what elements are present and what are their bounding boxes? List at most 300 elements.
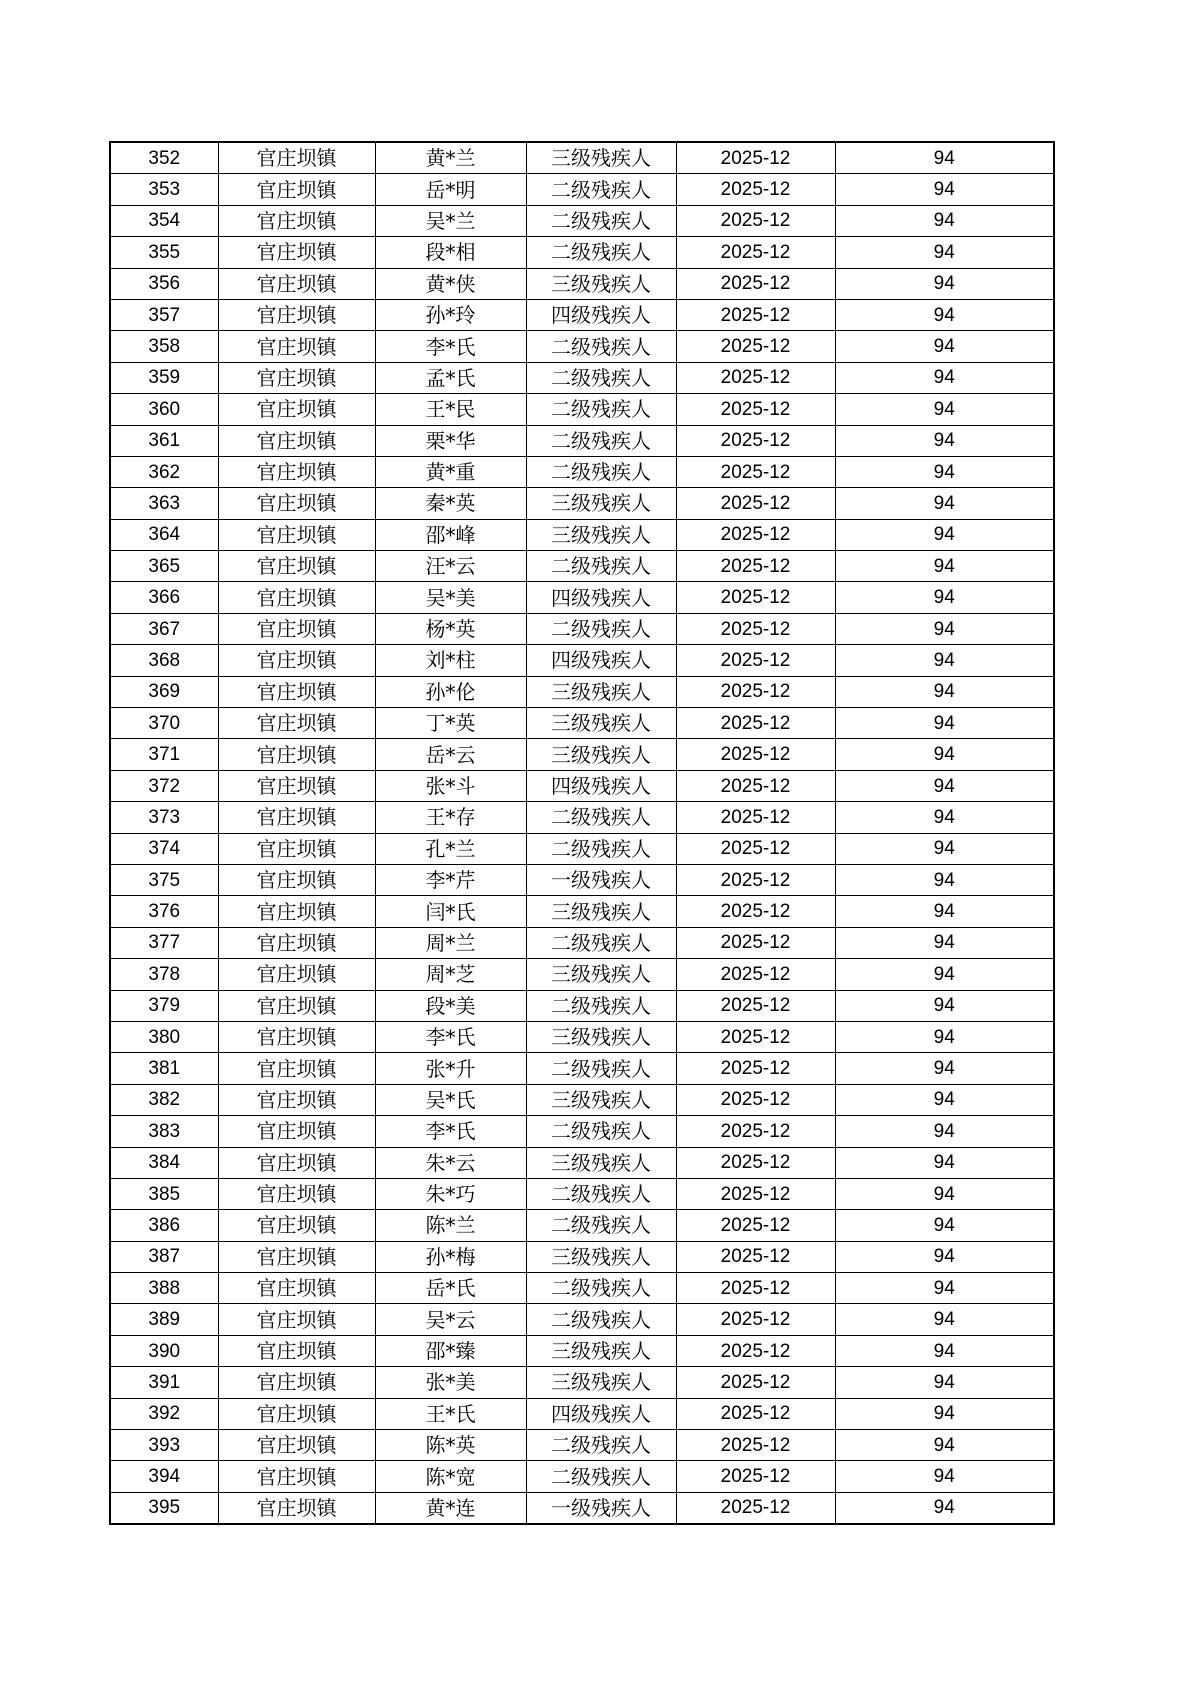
payment-period-cell: 2025-12 — [676, 676, 835, 707]
town-cell: 官庄坝镇 — [218, 456, 375, 487]
disability-level-cell: 二级残疾人 — [526, 174, 676, 205]
person-name-cell: 孙*玲 — [375, 299, 526, 330]
town-cell: 官庄坝镇 — [218, 1053, 375, 1084]
town-cell: 官庄坝镇 — [218, 833, 375, 864]
row-number-cell: 374 — [110, 833, 218, 864]
table-row — [110, 645, 1054, 676]
disability-level-cell: 三级残疾人 — [526, 1084, 676, 1115]
table-row — [110, 959, 1054, 990]
person-name-cell: 陈*英 — [375, 1430, 526, 1461]
town-cell: 官庄坝镇 — [218, 142, 375, 174]
payment-period-cell: 2025-12 — [676, 331, 835, 362]
payment-period-cell: 2025-12 — [676, 394, 835, 425]
amount-cell: 94 — [835, 645, 1054, 676]
disability-level-cell: 二级残疾人 — [526, 551, 676, 582]
row-number-cell: 376 — [110, 896, 218, 927]
table-row — [110, 1147, 1054, 1178]
payment-period-cell: 2025-12 — [676, 708, 835, 739]
disability-level-cell: 三级残疾人 — [526, 896, 676, 927]
table-row — [110, 331, 1054, 362]
table-row — [110, 237, 1054, 268]
payment-period-cell: 2025-12 — [676, 142, 835, 174]
table-row — [110, 864, 1054, 895]
disability-level-cell: 二级残疾人 — [526, 613, 676, 644]
payment-period-cell: 2025-12 — [676, 1367, 835, 1398]
disability-level-cell: 二级残疾人 — [526, 990, 676, 1021]
table-row — [110, 362, 1054, 393]
amount-cell: 94 — [835, 1053, 1054, 1084]
table-row — [110, 1398, 1054, 1429]
amount-cell: 94 — [835, 142, 1054, 174]
row-number-cell: 378 — [110, 959, 218, 990]
payment-period-cell: 2025-12 — [676, 1084, 835, 1115]
town-cell: 官庄坝镇 — [218, 708, 375, 739]
payment-period-cell: 2025-12 — [676, 1430, 835, 1461]
payment-period-cell: 2025-12 — [676, 1147, 835, 1178]
disability-level-cell: 二级残疾人 — [526, 1273, 676, 1304]
amount-cell: 94 — [835, 425, 1054, 456]
town-cell: 官庄坝镇 — [218, 237, 375, 268]
amount-cell: 94 — [835, 676, 1054, 707]
payment-period-cell: 2025-12 — [676, 864, 835, 895]
payment-period-cell: 2025-12 — [676, 237, 835, 268]
amount-cell: 94 — [835, 1021, 1054, 1052]
town-cell: 官庄坝镇 — [218, 676, 375, 707]
disability-level-cell: 四级残疾人 — [526, 1398, 676, 1429]
town-cell: 官庄坝镇 — [218, 1398, 375, 1429]
disability-level-cell: 三级残疾人 — [526, 1335, 676, 1366]
table-row — [110, 1021, 1054, 1052]
person-name-cell: 李*氏 — [375, 1021, 526, 1052]
disability-level-cell: 二级残疾人 — [526, 1178, 676, 1209]
payment-period-cell: 2025-12 — [676, 362, 835, 393]
amount-cell: 94 — [835, 1273, 1054, 1304]
amount-cell: 94 — [835, 205, 1054, 236]
payment-period-cell: 2025-12 — [676, 1053, 835, 1084]
person-name-cell: 张*美 — [375, 1367, 526, 1398]
disability-level-cell: 二级残疾人 — [526, 1461, 676, 1492]
table-row — [110, 268, 1054, 299]
row-number-cell: 379 — [110, 990, 218, 1021]
disability-level-cell: 二级残疾人 — [526, 1210, 676, 1241]
town-cell: 官庄坝镇 — [218, 864, 375, 895]
disability-level-cell: 二级残疾人 — [526, 456, 676, 487]
town-cell: 官庄坝镇 — [218, 1273, 375, 1304]
amount-cell: 94 — [835, 770, 1054, 801]
amount-cell: 94 — [835, 519, 1054, 550]
payment-period-cell: 2025-12 — [676, 990, 835, 1021]
payment-period-cell: 2025-12 — [676, 613, 835, 644]
amount-cell: 94 — [835, 1430, 1054, 1461]
disability-level-cell: 二级残疾人 — [526, 1304, 676, 1335]
town-cell: 官庄坝镇 — [218, 802, 375, 833]
payment-period-cell: 2025-12 — [676, 268, 835, 299]
disability-level-cell: 一级残疾人 — [526, 1492, 676, 1524]
disability-level-cell: 二级残疾人 — [526, 1053, 676, 1084]
amount-cell: 94 — [835, 299, 1054, 330]
payment-period-cell: 2025-12 — [676, 519, 835, 550]
amount-cell: 94 — [835, 1147, 1054, 1178]
disability-level-cell: 二级残疾人 — [526, 1430, 676, 1461]
table-row — [110, 896, 1054, 927]
payment-period-cell: 2025-12 — [676, 1304, 835, 1335]
amount-cell: 94 — [835, 488, 1054, 519]
person-name-cell: 陈*宽 — [375, 1461, 526, 1492]
amount-cell: 94 — [835, 1335, 1054, 1366]
disability-level-cell: 二级残疾人 — [526, 205, 676, 236]
disability-level-cell: 四级残疾人 — [526, 299, 676, 330]
row-number-cell: 364 — [110, 519, 218, 550]
table-row — [110, 676, 1054, 707]
person-name-cell: 汪*云 — [375, 551, 526, 582]
table-row — [110, 833, 1054, 864]
row-number-cell: 373 — [110, 802, 218, 833]
table-row — [110, 1430, 1054, 1461]
amount-cell: 94 — [835, 1304, 1054, 1335]
table-row — [110, 1461, 1054, 1492]
table-body — [110, 142, 1054, 1524]
town-cell: 官庄坝镇 — [218, 362, 375, 393]
town-cell: 官庄坝镇 — [218, 1084, 375, 1115]
person-name-cell: 吴*云 — [375, 1304, 526, 1335]
town-cell: 官庄坝镇 — [218, 739, 375, 770]
table-row — [110, 394, 1054, 425]
row-number-cell: 375 — [110, 864, 218, 895]
table-row — [110, 205, 1054, 236]
town-cell: 官庄坝镇 — [218, 1021, 375, 1052]
table-row — [110, 739, 1054, 770]
amount-cell: 94 — [835, 362, 1054, 393]
amount-cell: 94 — [835, 268, 1054, 299]
payment-period-cell: 2025-12 — [676, 833, 835, 864]
disability-level-cell: 一级残疾人 — [526, 864, 676, 895]
row-number-cell: 389 — [110, 1304, 218, 1335]
amount-cell: 94 — [835, 1398, 1054, 1429]
person-name-cell: 栗*华 — [375, 425, 526, 456]
town-cell: 官庄坝镇 — [218, 645, 375, 676]
payment-period-cell: 2025-12 — [676, 1398, 835, 1429]
table-row — [110, 456, 1054, 487]
town-cell: 官庄坝镇 — [218, 1210, 375, 1241]
payment-period-cell: 2025-12 — [676, 1492, 835, 1524]
disability-level-cell: 二级残疾人 — [526, 833, 676, 864]
payment-period-cell: 2025-12 — [676, 959, 835, 990]
person-name-cell: 王*存 — [375, 802, 526, 833]
disability-level-cell: 三级残疾人 — [526, 676, 676, 707]
disability-level-cell: 三级残疾人 — [526, 1147, 676, 1178]
person-name-cell: 吴*兰 — [375, 205, 526, 236]
person-name-cell: 黄*重 — [375, 456, 526, 487]
row-number-cell: 354 — [110, 205, 218, 236]
disability-level-cell: 三级残疾人 — [526, 708, 676, 739]
person-name-cell: 黄*连 — [375, 1492, 526, 1524]
payment-period-cell: 2025-12 — [676, 896, 835, 927]
town-cell: 官庄坝镇 — [218, 959, 375, 990]
amount-cell: 94 — [835, 331, 1054, 362]
town-cell: 官庄坝镇 — [218, 770, 375, 801]
payment-period-cell: 2025-12 — [676, 1335, 835, 1366]
table-row — [110, 174, 1054, 205]
disability-level-cell: 二级残疾人 — [526, 1116, 676, 1147]
disability-level-cell: 三级残疾人 — [526, 142, 676, 174]
amount-cell: 94 — [835, 1461, 1054, 1492]
amount-cell: 94 — [835, 1210, 1054, 1241]
row-number-cell: 394 — [110, 1461, 218, 1492]
person-name-cell: 岳*明 — [375, 174, 526, 205]
disability-level-cell: 二级残疾人 — [526, 425, 676, 456]
amount-cell: 94 — [835, 1241, 1054, 1272]
row-number-cell: 361 — [110, 425, 218, 456]
payment-period-cell: 2025-12 — [676, 551, 835, 582]
row-number-cell: 369 — [110, 676, 218, 707]
amount-cell: 94 — [835, 394, 1054, 425]
row-number-cell: 368 — [110, 645, 218, 676]
payment-period-cell: 2025-12 — [676, 1021, 835, 1052]
person-name-cell: 王*氏 — [375, 1398, 526, 1429]
row-number-cell: 385 — [110, 1178, 218, 1209]
table-row — [110, 1178, 1054, 1209]
payment-period-cell: 2025-12 — [676, 802, 835, 833]
row-number-cell: 363 — [110, 488, 218, 519]
disability-level-cell: 二级残疾人 — [526, 927, 676, 958]
row-number-cell: 362 — [110, 456, 218, 487]
person-name-cell: 杨*英 — [375, 613, 526, 644]
town-cell: 官庄坝镇 — [218, 268, 375, 299]
town-cell: 官庄坝镇 — [218, 1147, 375, 1178]
amount-cell: 94 — [835, 1367, 1054, 1398]
amount-cell: 94 — [835, 174, 1054, 205]
row-number-cell: 381 — [110, 1053, 218, 1084]
amount-cell: 94 — [835, 1116, 1054, 1147]
table-row — [110, 1210, 1054, 1241]
disability-level-cell: 四级残疾人 — [526, 582, 676, 613]
row-number-cell: 382 — [110, 1084, 218, 1115]
person-name-cell: 王*民 — [375, 394, 526, 425]
disability-level-cell: 三级残疾人 — [526, 1367, 676, 1398]
disability-level-cell: 三级残疾人 — [526, 488, 676, 519]
disability-level-cell: 二级残疾人 — [526, 331, 676, 362]
table-row — [110, 770, 1054, 801]
person-name-cell: 陈*兰 — [375, 1210, 526, 1241]
town-cell: 官庄坝镇 — [218, 1367, 375, 1398]
person-name-cell: 岳*氏 — [375, 1273, 526, 1304]
person-name-cell: 黄*侠 — [375, 268, 526, 299]
row-number-cell: 367 — [110, 613, 218, 644]
town-cell: 官庄坝镇 — [218, 1461, 375, 1492]
row-number-cell: 390 — [110, 1335, 218, 1366]
payment-period-cell: 2025-12 — [676, 1116, 835, 1147]
amount-cell: 94 — [835, 927, 1054, 958]
town-cell: 官庄坝镇 — [218, 582, 375, 613]
person-name-cell: 刘*柱 — [375, 645, 526, 676]
town-cell: 官庄坝镇 — [218, 551, 375, 582]
person-name-cell: 孟*氏 — [375, 362, 526, 393]
table-row — [110, 488, 1054, 519]
row-number-cell: 392 — [110, 1398, 218, 1429]
table-row — [110, 802, 1054, 833]
table-row — [110, 299, 1054, 330]
table-row — [110, 1273, 1054, 1304]
subsidy-list-table — [109, 141, 1055, 1525]
town-cell: 官庄坝镇 — [218, 299, 375, 330]
payment-period-cell: 2025-12 — [676, 645, 835, 676]
person-name-cell: 邵*臻 — [375, 1335, 526, 1366]
row-number-cell: 380 — [110, 1021, 218, 1052]
amount-cell: 94 — [835, 708, 1054, 739]
person-name-cell: 孔*兰 — [375, 833, 526, 864]
table-row — [110, 1241, 1054, 1272]
town-cell: 官庄坝镇 — [218, 1335, 375, 1366]
table-row — [110, 613, 1054, 644]
town-cell: 官庄坝镇 — [218, 1304, 375, 1335]
table-row — [110, 1304, 1054, 1335]
row-number-cell: 357 — [110, 299, 218, 330]
person-name-cell: 孙*伦 — [375, 676, 526, 707]
table-row — [110, 1492, 1054, 1524]
person-name-cell: 段*美 — [375, 990, 526, 1021]
row-number-cell: 388 — [110, 1273, 218, 1304]
payment-period-cell: 2025-12 — [676, 456, 835, 487]
person-name-cell: 闫*氏 — [375, 896, 526, 927]
amount-cell: 94 — [835, 802, 1054, 833]
person-name-cell: 周*兰 — [375, 927, 526, 958]
payment-period-cell: 2025-12 — [676, 488, 835, 519]
payment-period-cell: 2025-12 — [676, 1461, 835, 1492]
disability-level-cell: 四级残疾人 — [526, 770, 676, 801]
table-row — [110, 425, 1054, 456]
disability-level-cell: 三级残疾人 — [526, 1021, 676, 1052]
row-number-cell: 384 — [110, 1147, 218, 1178]
disability-level-cell: 二级残疾人 — [526, 237, 676, 268]
person-name-cell: 岳*云 — [375, 739, 526, 770]
payment-period-cell: 2025-12 — [676, 174, 835, 205]
row-number-cell: 372 — [110, 770, 218, 801]
payment-period-cell: 2025-12 — [676, 1178, 835, 1209]
amount-cell: 94 — [835, 896, 1054, 927]
town-cell: 官庄坝镇 — [218, 205, 375, 236]
person-name-cell: 邵*峰 — [375, 519, 526, 550]
disability-level-cell: 三级残疾人 — [526, 1241, 676, 1272]
disability-level-cell: 三级残疾人 — [526, 268, 676, 299]
payment-period-cell: 2025-12 — [676, 582, 835, 613]
amount-cell: 94 — [835, 237, 1054, 268]
table-row — [110, 708, 1054, 739]
row-number-cell: 356 — [110, 268, 218, 299]
table-row — [110, 551, 1054, 582]
amount-cell: 94 — [835, 739, 1054, 770]
row-number-cell: 387 — [110, 1241, 218, 1272]
town-cell: 官庄坝镇 — [218, 1116, 375, 1147]
row-number-cell: 366 — [110, 582, 218, 613]
row-number-cell: 391 — [110, 1367, 218, 1398]
amount-cell: 94 — [835, 959, 1054, 990]
payment-period-cell: 2025-12 — [676, 425, 835, 456]
person-name-cell: 朱*巧 — [375, 1178, 526, 1209]
row-number-cell: 365 — [110, 551, 218, 582]
person-name-cell: 孙*梅 — [375, 1241, 526, 1272]
row-number-cell: 395 — [110, 1492, 218, 1524]
table-row — [110, 1367, 1054, 1398]
amount-cell: 94 — [835, 1084, 1054, 1115]
row-number-cell: 370 — [110, 708, 218, 739]
person-name-cell: 秦*英 — [375, 488, 526, 519]
town-cell: 官庄坝镇 — [218, 174, 375, 205]
amount-cell: 94 — [835, 551, 1054, 582]
amount-cell: 94 — [835, 864, 1054, 895]
payment-period-cell: 2025-12 — [676, 739, 835, 770]
table-row — [110, 1116, 1054, 1147]
person-name-cell: 黄*兰 — [375, 142, 526, 174]
amount-cell: 94 — [835, 456, 1054, 487]
person-name-cell: 张*升 — [375, 1053, 526, 1084]
town-cell: 官庄坝镇 — [218, 613, 375, 644]
disability-level-cell: 二级残疾人 — [526, 394, 676, 425]
town-cell: 官庄坝镇 — [218, 1492, 375, 1524]
row-number-cell: 371 — [110, 739, 218, 770]
row-number-cell: 383 — [110, 1116, 218, 1147]
payment-period-cell: 2025-12 — [676, 1241, 835, 1272]
person-name-cell: 张*斗 — [375, 770, 526, 801]
town-cell: 官庄坝镇 — [218, 519, 375, 550]
table-row — [110, 927, 1054, 958]
person-name-cell: 吴*美 — [375, 582, 526, 613]
town-cell: 官庄坝镇 — [218, 1430, 375, 1461]
amount-cell: 94 — [835, 613, 1054, 644]
disability-level-cell: 三级残疾人 — [526, 519, 676, 550]
table-row — [110, 990, 1054, 1021]
person-name-cell: 丁*英 — [375, 708, 526, 739]
town-cell: 官庄坝镇 — [218, 896, 375, 927]
row-number-cell: 386 — [110, 1210, 218, 1241]
payment-period-cell: 2025-12 — [676, 770, 835, 801]
disability-level-cell: 四级残疾人 — [526, 645, 676, 676]
table-row — [110, 519, 1054, 550]
town-cell: 官庄坝镇 — [218, 927, 375, 958]
amount-cell: 94 — [835, 1178, 1054, 1209]
town-cell: 官庄坝镇 — [218, 990, 375, 1021]
table-row — [110, 1335, 1054, 1366]
row-number-cell: 352 — [110, 142, 218, 174]
payment-period-cell: 2025-12 — [676, 927, 835, 958]
amount-cell: 94 — [835, 833, 1054, 864]
amount-cell: 94 — [835, 1492, 1054, 1524]
payment-period-cell: 2025-12 — [676, 1210, 835, 1241]
table-row — [110, 142, 1054, 174]
payment-period-cell: 2025-12 — [676, 299, 835, 330]
town-cell: 官庄坝镇 — [218, 1178, 375, 1209]
row-number-cell: 358 — [110, 331, 218, 362]
row-number-cell: 393 — [110, 1430, 218, 1461]
person-name-cell: 李*芹 — [375, 864, 526, 895]
town-cell: 官庄坝镇 — [218, 394, 375, 425]
table-row — [110, 582, 1054, 613]
person-name-cell: 吴*氏 — [375, 1084, 526, 1115]
person-name-cell: 段*相 — [375, 237, 526, 268]
row-number-cell: 353 — [110, 174, 218, 205]
town-cell: 官庄坝镇 — [218, 331, 375, 362]
disability-level-cell: 二级残疾人 — [526, 362, 676, 393]
town-cell: 官庄坝镇 — [218, 488, 375, 519]
person-name-cell: 朱*云 — [375, 1147, 526, 1178]
row-number-cell: 359 — [110, 362, 218, 393]
row-number-cell: 360 — [110, 394, 218, 425]
disability-level-cell: 二级残疾人 — [526, 802, 676, 833]
table-row — [110, 1084, 1054, 1115]
payment-period-cell: 2025-12 — [676, 205, 835, 236]
person-name-cell: 李*氏 — [375, 331, 526, 362]
town-cell: 官庄坝镇 — [218, 1241, 375, 1272]
payment-period-cell: 2025-12 — [676, 1273, 835, 1304]
